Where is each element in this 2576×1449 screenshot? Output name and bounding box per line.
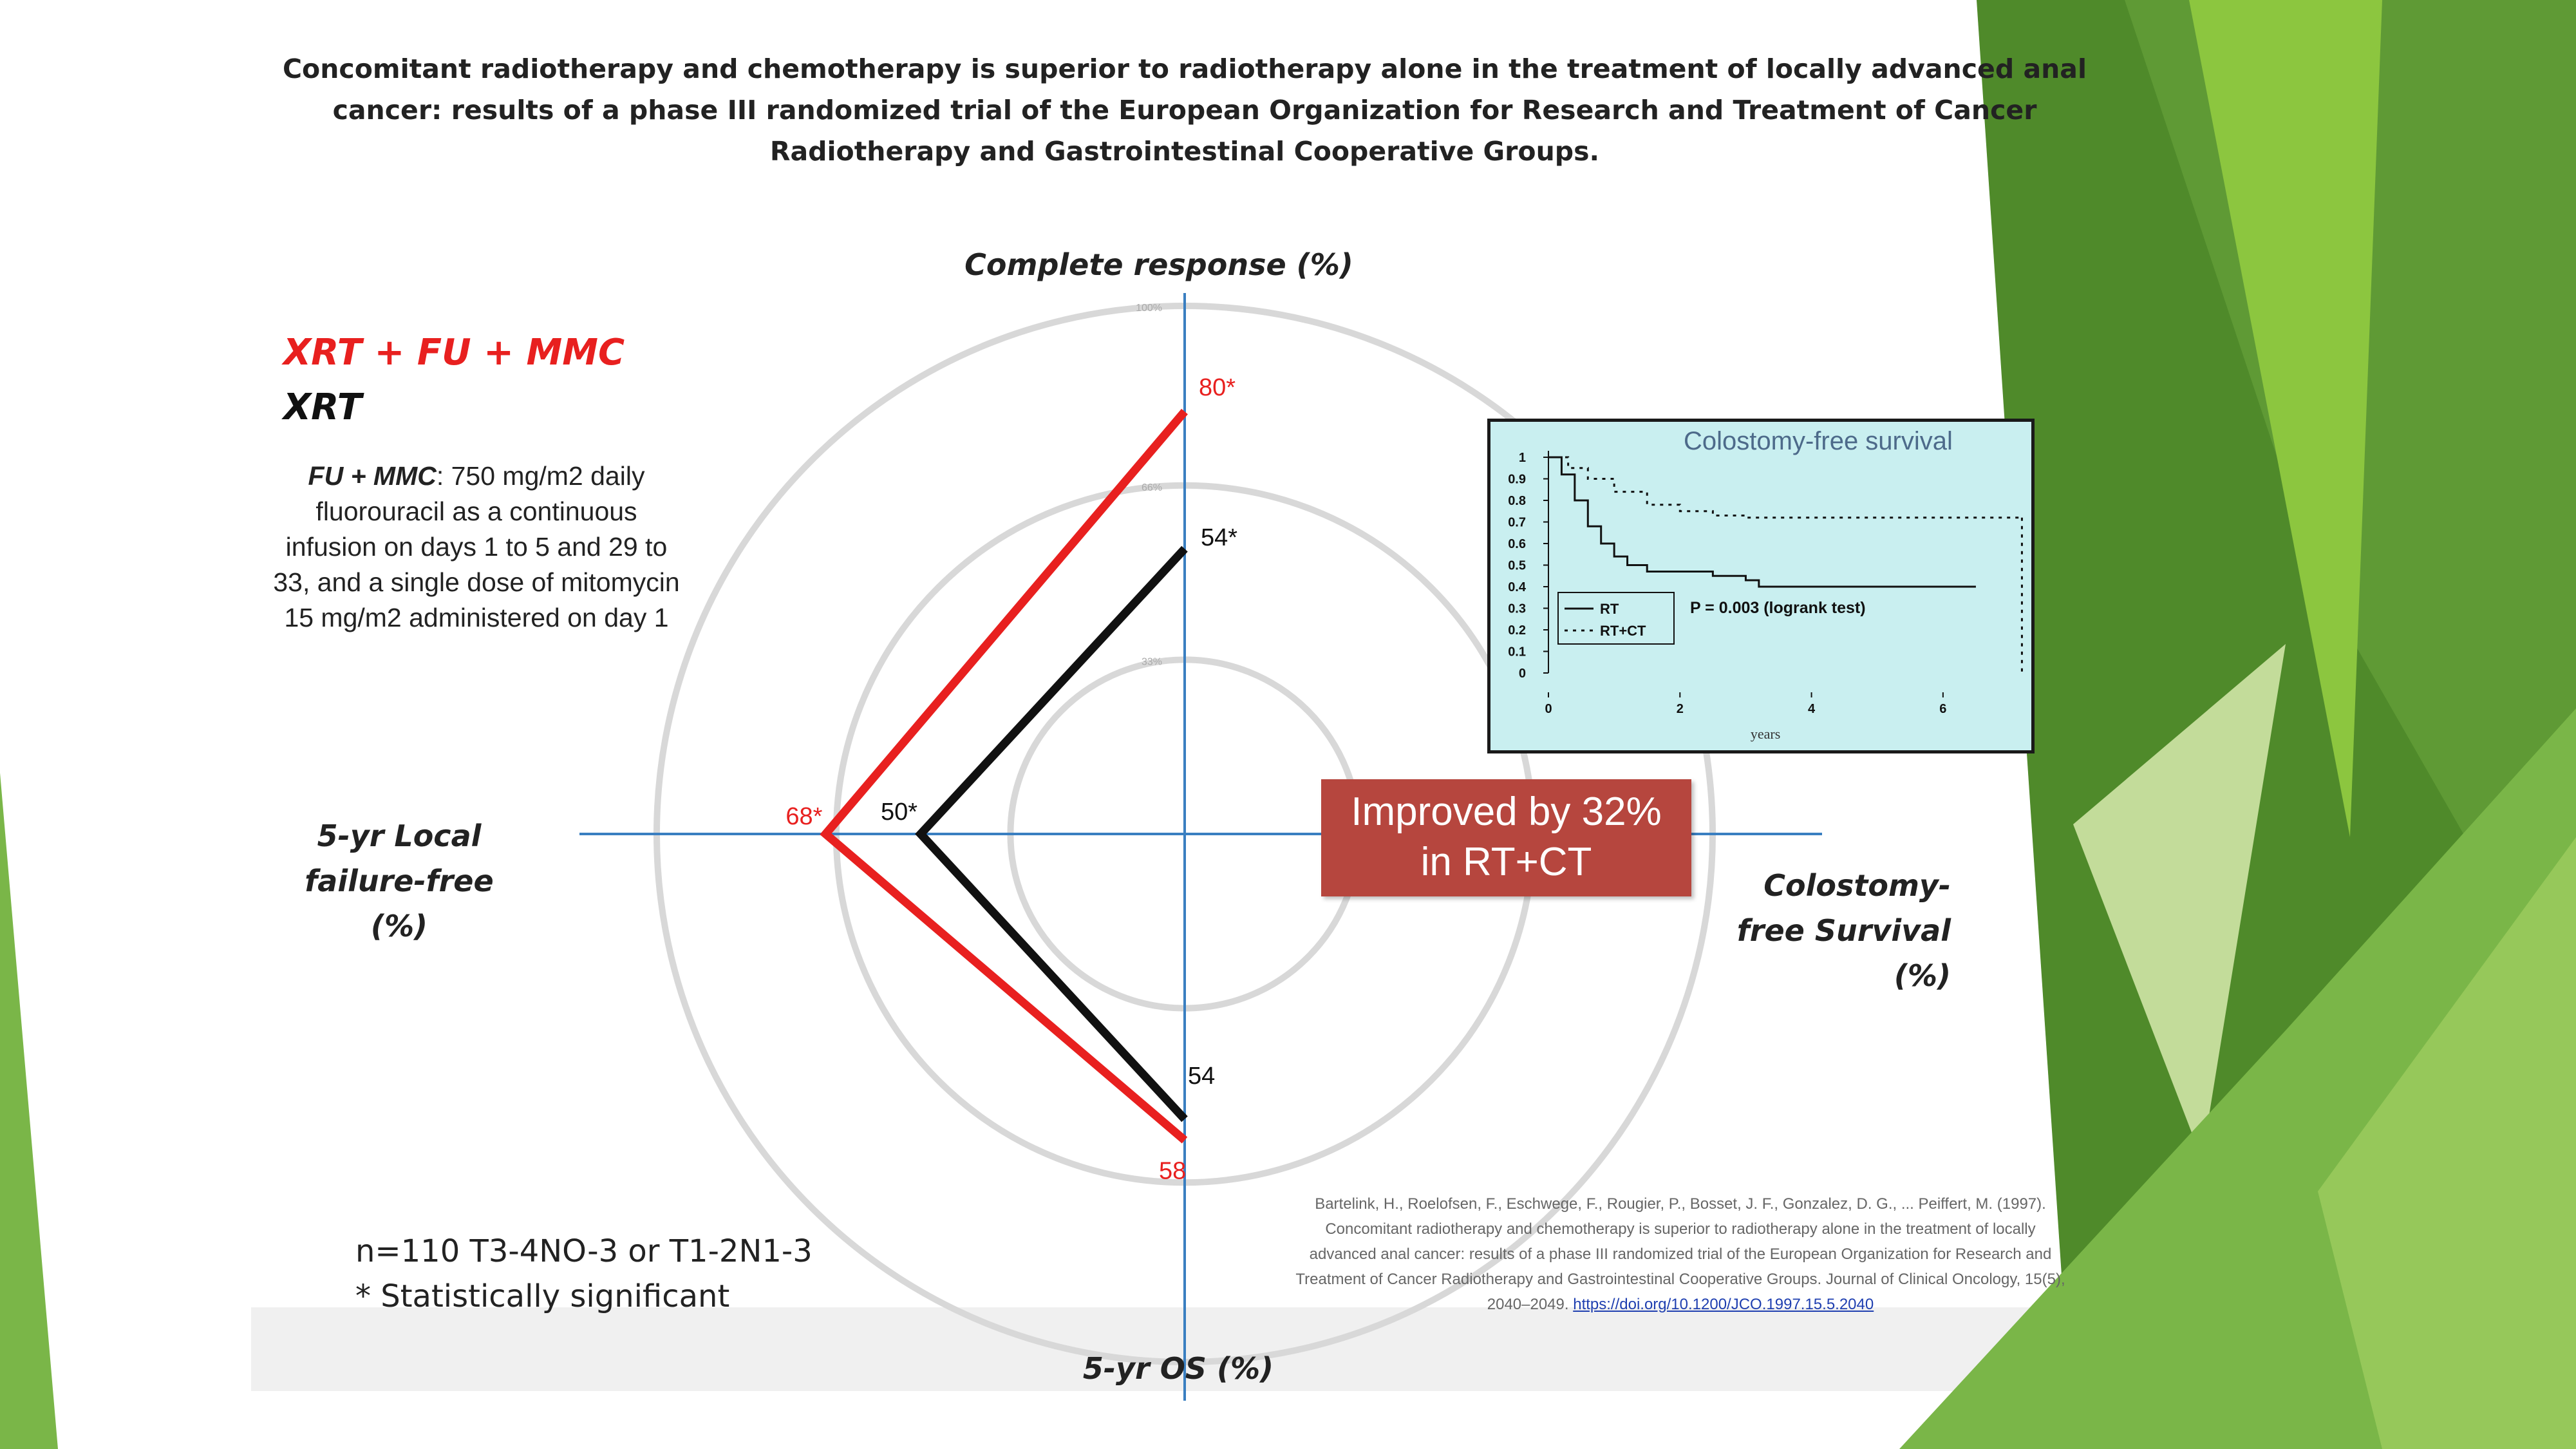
regimen-bold: FU + MMC xyxy=(308,461,437,491)
radar-ring-tick-0: 100% xyxy=(1136,303,1162,314)
significance-note: * Statistically significant xyxy=(355,1278,730,1314)
km-plot xyxy=(1490,422,2031,750)
slide-title: Concomitant radiotherapy and chemotherapy is superior to radiotherapy alone in the treatment of locally advanced anal cancer: results of a phase III randomized trial of the European Organization for Research and Treatment of Cancer Radiotherapy and Gastrointestinal Cooperative Groups. xyxy=(282,53,2087,167)
km-y-tick-label-8: 0.8 xyxy=(1508,494,1526,508)
citation-text: Bartelink, H., Roelofsen, F., Eschwege, F., Rougier, P., Bosset, J. F., Gonzalez, D. G., ... Peiffert, M. (1997). Concomitant radiotherapy and chemotherapy is superior to radiotherapy alone in the treatment of locally advanced anal cancer: results of a phase III randomized trial of the European Organization for Research and Treatment of Cancer Radiotherapy and Gastrointestinal Cooperative Groups. Journal of Clinical Oncology, 15(5), 2040–2049. xyxy=(1295,1195,2065,1313)
regimen-text: : 750 mg/m2 daily fluorouracil as a continuous infusion on days 1 to 5 and 29 to 33, and a single dose of mitomycin 15 mg/m2 administered on day 1 xyxy=(273,461,680,632)
axis-label-os: 5-yr OS (%) xyxy=(1082,1351,1274,1386)
km-series-rt-ct xyxy=(1548,457,2022,518)
axis-label-complete-response: Complete response (%) xyxy=(964,247,1353,282)
radar-value-label-0-lff: 68* xyxy=(785,803,823,830)
km-x-tick-label-2: 4 xyxy=(1808,702,1816,716)
radar-value-label-1-cr: 54* xyxy=(1201,524,1238,552)
callout-line2: in RT+CT xyxy=(1420,840,1592,884)
radar-value-label-1-os: 54 xyxy=(1188,1062,1216,1090)
km-legend-label-1: RT+CT xyxy=(1600,623,1646,639)
inset-title: Colostomy-free survival xyxy=(1684,427,1953,455)
km-x-tick-label-0: 0 xyxy=(1545,702,1552,716)
improvement-callout xyxy=(1321,779,1691,896)
km-y-tick-label-0: 0 xyxy=(1518,667,1526,681)
inset-p-value: P = 0.003 (logrank test) xyxy=(1690,599,1866,617)
km-y-tick-label-9: 0.9 xyxy=(1508,472,1526,487)
radar-value-label-1-lff: 50* xyxy=(880,799,917,826)
radar-ring-tick-2: 33% xyxy=(1141,656,1162,668)
km-x-tick-label-1: 2 xyxy=(1676,702,1684,716)
radar-value-label-0-cr: 80* xyxy=(1199,374,1236,401)
axis-label-local-failure-free: 5-yr Local failure-free (%) xyxy=(305,819,494,943)
km-y-tick-label-1: 0.1 xyxy=(1508,645,1526,659)
km-x-tick-label-3: 6 xyxy=(1939,702,1947,716)
km-x-axis-label: years xyxy=(1750,726,1781,742)
km-series-rt xyxy=(1548,457,1976,587)
radar-value-label-0-os: 58 xyxy=(1159,1157,1187,1185)
km-y-tick-label-4: 0.4 xyxy=(1508,580,1526,594)
km-legend-label-0: RT xyxy=(1600,601,1619,617)
km-y-tick-label-3: 0.3 xyxy=(1508,601,1526,616)
citation xyxy=(1294,1191,2067,1317)
legend-radiotherapy: XRT xyxy=(283,386,362,428)
radar-ring-tick-1: 66% xyxy=(1141,482,1162,493)
km-y-tick-label-5: 0.5 xyxy=(1508,558,1526,573)
callout-line1: Improved by 32% xyxy=(1351,790,1662,834)
axis-label-colostomy-free: Colostomy-free Survival (%) xyxy=(1736,868,1951,993)
km-y-tick-label-10: 1 xyxy=(1518,451,1526,465)
colostomy-free-inset xyxy=(1487,419,2035,753)
km-y-tick-label-6: 0.6 xyxy=(1508,537,1526,551)
km-y-tick-label-2: 0.2 xyxy=(1508,623,1526,638)
legend-combined: XRT + FU + MMC xyxy=(283,332,625,374)
radar-series-0 xyxy=(825,412,1185,1141)
sample-size-note: n=110 T3-4NO-3 or T1-2N1-3 xyxy=(355,1233,813,1269)
citation-doi-link[interactable]: https://doi.org/10.1200/JCO.1997.15.5.2040 xyxy=(1573,1296,1874,1313)
km-y-tick-label-7: 0.7 xyxy=(1508,515,1526,530)
